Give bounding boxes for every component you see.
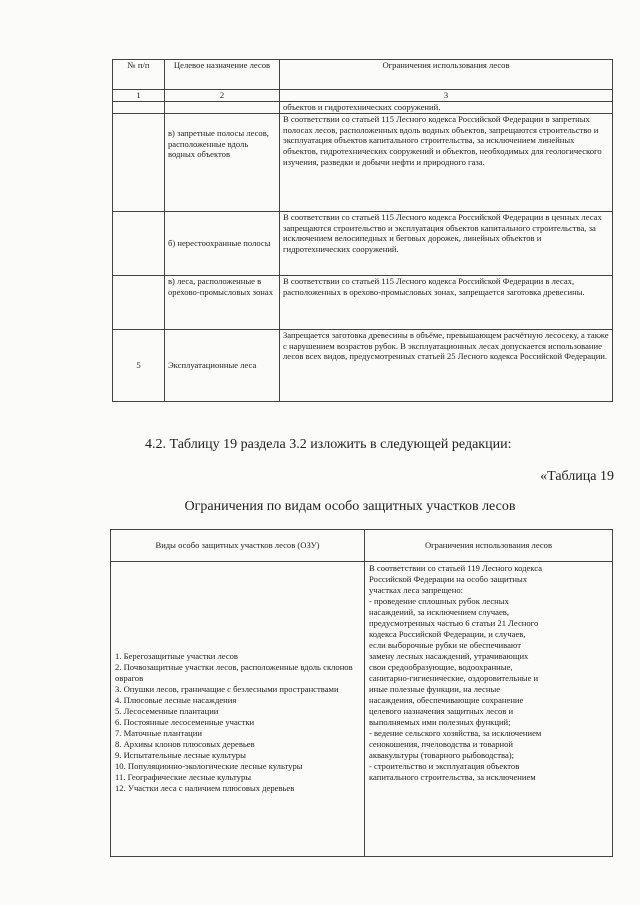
restriction-line: сенокошения, пчеловодства и товарной	[369, 739, 513, 749]
row-restriction: В соответствии со статьей 115 Лесного кодекса Российской Федерации в лесах, расположенных в орехово-промысловых зонах, запрещается заготовка древесины.	[280, 276, 613, 330]
areas-list	[111, 562, 365, 857]
restriction-line: замену лесных насаждений, утрачивающих	[369, 651, 529, 661]
table-caption: «Таблица 19	[540, 469, 614, 484]
restriction-line: если выборочные рубки не обеспечивают	[369, 640, 521, 650]
list-item: 10. Популяционно-экологические лесные культуры	[115, 761, 303, 771]
row-restriction: В соответствии со статьей 115 Лесного кодекса Российской Федерации в ценных лесах запрещаются строительство и эксплуатация объектов капитального строительства, за исключением велосипедных и беговых дорожек, линейных объектов и гидротехнических сооружений.	[280, 212, 613, 276]
row-purpose	[165, 102, 280, 114]
row-purpose: в) леса, расположенные в орехово-промысловых зонах	[165, 276, 280, 330]
row-restriction: В соответствии со статьей 115 Лесного кодекса Российской Федерации в запретных полосах лесов, расположенных вдоль водных объектов, запрещаются строительство и эксплуатация объектов капитального строительства, за исключением линейных объектов, гидротехнических сооружений и объектов, необходимых для геологического изучения, разведки и добычи нефти и природного газа.	[280, 114, 613, 212]
col-number: 2	[165, 90, 280, 102]
restrictions-text	[365, 562, 613, 857]
table-row	[113, 102, 613, 114]
row-num	[113, 114, 165, 212]
restriction-line: предусмотренных частью 6 статьи 21 Лесного	[369, 618, 539, 628]
col-number: 3	[280, 90, 613, 102]
restriction-line: целевого назначения защитных лесов и	[369, 706, 514, 716]
row-restriction: Запрещается заготовка древесины в объёме, превышающем расчётную лесосеку, а также с нарушением возрастов рубок. В эксплуатационных лесах допускается использование лесов всех видов, предусмотренных статьей 25 Лесного кодекса Российской Федерации.	[280, 330, 613, 402]
restriction-line: В соответствии со статьей 119 Лесного кодекса	[369, 563, 543, 573]
header-num: № п/п	[113, 60, 165, 90]
table-row	[113, 114, 613, 212]
list-item: 7. Маточные плантации	[115, 728, 202, 738]
table-row	[113, 212, 613, 276]
restriction-line: участках леса запрещено:	[369, 585, 464, 595]
row-purpose: б) нерестоохранные полосы	[165, 212, 280, 276]
restriction-line: - ведение сельского хозяйства, за исключением	[369, 728, 542, 738]
header-purpose: Целевое назначение лесов	[165, 60, 280, 90]
list-item: 3. Опушки лесов, граничащие с безлесными пространствами	[115, 684, 339, 694]
restriction-line: насаждений, за исключением случаев,	[369, 607, 509, 617]
table-title: Ограничения по видам особо защитных участков лесов	[184, 499, 516, 514]
table-row	[113, 276, 613, 330]
restriction-line: - строительство и эксплуатация объектов	[369, 761, 520, 771]
instruction-text: 4.2. Таблицу 19 раздела 3.2 изложить в следующей редакции:	[145, 437, 512, 452]
row-num	[113, 276, 165, 330]
row-num	[113, 102, 165, 114]
restriction-line: Российской Федерации на особо защитных	[369, 574, 528, 584]
protected-areas-table	[110, 529, 613, 857]
row-num	[113, 212, 165, 276]
row-purpose: в) запретные полосы лесов, расположенные вдоль водных объектов	[165, 114, 280, 212]
header-restriction: Ограничения использования лесов	[280, 60, 613, 90]
list-item: 4. Плюсовые лесные насаждения	[115, 695, 237, 705]
row-purpose: Эксплуатационные леса	[165, 330, 280, 402]
header-areas: Виды особо защитных участков лесов (ОЗУ)	[111, 530, 365, 562]
restriction-line: иные полезные функции, на лесные	[369, 684, 501, 694]
table-row	[113, 330, 613, 402]
restriction-line: аквакультуры (товарного рыбоводства);	[369, 750, 515, 760]
restriction-line: кодекса Российской Федерации, и случаев,	[369, 629, 526, 639]
col-number: 1	[113, 90, 165, 102]
restriction-line: свои средообразующие, водоохранные,	[369, 662, 513, 672]
forest-purpose-table	[112, 59, 613, 402]
row-num: 5	[113, 330, 165, 402]
list-item: 1. Берегозащитные участки лесов	[115, 651, 238, 661]
restriction-line: капитального строительства, за исключением	[369, 772, 536, 782]
row-restriction: объектов и гидротехнических сооружений.	[280, 102, 613, 114]
list-item: 11. Географические лесные культуры	[115, 772, 252, 782]
list-item: 8. Архивы клонов плюсовых деревьев	[115, 739, 255, 749]
restriction-line: - проведение сплошных рубок лесных	[369, 596, 509, 606]
restriction-line: санитарно-гигиенические, оздоровительные и	[369, 673, 539, 683]
list-item: 5. Лесосеменные плантации	[115, 706, 219, 716]
list-item: 9. Испытательные лесные культуры	[115, 750, 246, 760]
restriction-line: выполняемых ими полезных функций;	[369, 717, 511, 727]
header-restrictions: Ограничения использования лесов	[365, 530, 613, 562]
list-item: 12. Участки леса с наличием плюсовых деревьев	[115, 783, 295, 793]
restriction-line: насаждения, обеспечивающие сохранение	[369, 695, 524, 705]
list-item: 2. Почвозащитные участки лесов, расположенные вдоль склонов оврагов	[115, 662, 353, 683]
list-item: 6. Постоянные лесосеменные участки	[115, 717, 255, 727]
